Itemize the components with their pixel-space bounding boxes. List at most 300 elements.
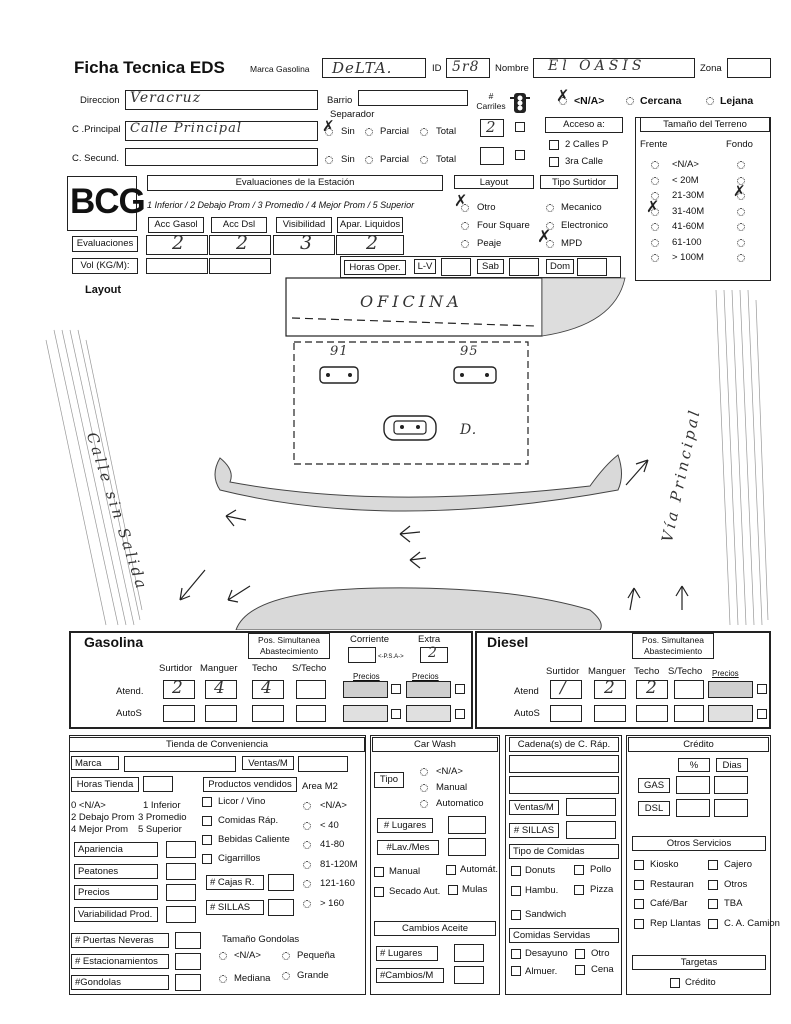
tienda-puertas-field[interactable]	[175, 932, 201, 949]
page-title: Ficha Tecnica EDS	[74, 58, 225, 77]
tienda-area-label-3: 81-120M	[320, 858, 358, 870]
tienda-area-label-2: 41-80	[320, 839, 345, 850]
credito-pct-label: %	[678, 758, 710, 772]
tienda-area-radio-4[interactable]	[303, 880, 311, 888]
tienda-criteria-field-2[interactable]	[166, 884, 196, 901]
cad-hambu-check[interactable]	[511, 886, 521, 896]
tam-grande-label: Grande	[297, 970, 329, 981]
terreno-fondo-mark-icon: ✗	[733, 183, 746, 200]
lv-label: L-V	[414, 259, 436, 274]
sep-total-label: Total	[436, 126, 457, 137]
cad-pollo-label: Pollo	[590, 864, 612, 875]
serv-cena-check[interactable]	[575, 965, 585, 975]
terreno-fondo-radio-6[interactable]	[737, 254, 745, 262]
sep-parcial-radio[interactable]	[365, 128, 373, 136]
direccion-label: Direccion	[80, 95, 120, 106]
gas-row-autos: AutoS	[116, 708, 142, 719]
fondo-label: Fondo	[726, 139, 753, 150]
tienda-scale-5: 5 Superior	[138, 824, 182, 835]
cambios-lugares-field[interactable]	[454, 944, 484, 962]
sep2-parcial-radio[interactable]	[365, 156, 373, 164]
gas-col-techo: Techo	[252, 663, 278, 674]
tienda-scale-1: 1 Inferior	[143, 800, 181, 811]
tienda-marca-label: Marca	[71, 756, 119, 770]
terreno-option-0: <N/A>	[672, 159, 699, 170]
terreno-option-6: > 100M	[672, 252, 704, 263]
gasolina-title: Gasolina	[84, 634, 144, 650]
tienda-scale-4: 4 Mejor Prom	[71, 824, 129, 835]
dom-label: Dom	[546, 259, 574, 274]
cadena-tipo-header: Tipo de Comidas	[509, 844, 619, 859]
tienda-area-label-5: > 160	[320, 897, 345, 909]
gas-autos-precio-1-check[interactable]	[391, 709, 401, 719]
targetas-credito-check[interactable]	[670, 978, 680, 988]
tam-mediana-radio[interactable]	[219, 975, 227, 983]
terreno-option-2: 21-30M	[672, 190, 705, 201]
cw-lavmes-label: #Lav./Mes	[377, 840, 439, 855]
calle3-label: 3ra Calle	[565, 156, 604, 167]
gas-precios-1-label: Precios	[353, 672, 380, 681]
gas-col-surtidor: Surtidor	[159, 663, 193, 674]
credito-dsl-label: DSL	[638, 801, 670, 816]
gas-autos-stecho[interactable]	[296, 705, 326, 722]
tienda-tamano-label: Tamaño Gondolas	[222, 934, 300, 945]
extra-value: 2	[428, 645, 438, 661]
credito-gas-dias[interactable]	[714, 776, 748, 794]
barrio-field[interactable]	[358, 90, 468, 106]
cw-automat-label: Automát.	[460, 864, 499, 875]
gas-autos-precio-1[interactable]	[343, 705, 388, 722]
direccion-value: Veracruz	[130, 90, 202, 106]
extra-label: Extra	[418, 634, 441, 645]
cw-auto-label: Automatico	[436, 798, 484, 809]
tienda-criteria-field-3[interactable]	[166, 906, 196, 923]
terreno-option-3: 31-40M	[672, 205, 705, 217]
cadena-sillas-field[interactable]	[566, 821, 616, 839]
targetas-credito-label: Crédito	[685, 977, 716, 988]
terreno-fondo-radio-4[interactable]	[737, 223, 745, 231]
terreno-frente-radio-6[interactable]	[651, 254, 659, 262]
nombre-value: El OASIS	[548, 58, 646, 74]
serv-cena-label: Cena	[591, 964, 614, 975]
layout-tab[interactable]: Layout	[454, 175, 534, 189]
tienda-productos-label: Productos vendidos	[203, 777, 297, 792]
dsl-col-stecho: S/Techo	[668, 666, 703, 677]
cw-lugares-field[interactable]	[448, 816, 486, 834]
gas-precios-2-label: Precios	[412, 672, 439, 681]
layout-peaje-radio[interactable]	[461, 240, 469, 248]
layout-four-label: Four Square	[477, 220, 530, 231]
eval-acc-gasol-value: 2	[172, 232, 186, 254]
acceso-header: Acceso a:	[545, 117, 623, 133]
tienda-scale-0: 0 <N/A>	[71, 800, 106, 811]
otros-check-5[interactable]	[708, 899, 718, 909]
cw-mulas-check[interactable]	[448, 885, 458, 895]
proximity-na-label: <N/A>	[574, 95, 605, 107]
dsl-autos-manguer[interactable]	[594, 705, 626, 722]
otros-header: Otros Servicios	[632, 836, 766, 851]
gas-precio-corriente[interactable]	[343, 681, 388, 698]
otros-label-1: Cajero	[724, 859, 752, 870]
tienda-ventas-label: Ventas/M	[242, 756, 294, 770]
surtidor-mecanico-radio[interactable]	[546, 204, 554, 212]
separador-label: Separador	[330, 109, 375, 120]
sep2-sin-label: Sin	[341, 154, 355, 165]
diesel-pos-header: Pos. Simultanea Abastecimiento	[632, 633, 714, 659]
cad-pizza-label: Pizza	[590, 884, 614, 895]
eval-scale: 1 Inferior / 2 Debajo Prom / 3 Promedio / 4 Mejor Prom / 5 Superior	[147, 200, 415, 210]
cw-na-label: <N/A>	[436, 766, 463, 777]
cadena-sillas-label: # SILLAS	[509, 823, 559, 838]
otros-check-4[interactable]	[634, 899, 644, 909]
bcg-logo: BCG	[70, 182, 145, 221]
surtidor-mpd-label: MPD	[561, 238, 583, 249]
cw-manual-check[interactable]	[374, 867, 384, 877]
eval-apar-value: 2	[366, 232, 380, 254]
cadena-servidas-header: Comidas Servidas	[509, 928, 619, 943]
cambios-m-field[interactable]	[454, 966, 484, 984]
dsl-row-atend: Atend	[514, 686, 539, 697]
cambios-lugares-label: # Lugares	[376, 946, 438, 961]
zona-field[interactable]	[727, 58, 771, 78]
sketch-left-street: Calle sin Salida	[82, 430, 152, 594]
evaluaciones-row-label: Evaluaciones	[72, 236, 138, 252]
cercana-label: Cercana	[640, 95, 682, 107]
sketch-right-street: Vía Principal	[658, 406, 705, 544]
zona-label: Zona	[700, 63, 722, 74]
gas-precio-extra[interactable]	[406, 681, 451, 698]
tienda-gondolas-field[interactable]	[175, 974, 201, 991]
cw-lugares-label: # Lugares	[377, 818, 433, 833]
sep2-sin-radio[interactable]	[325, 156, 333, 164]
dsl-precios-label: Precios	[712, 669, 739, 678]
credito-dias-label: Dias	[716, 758, 748, 772]
sep-sin-mark-icon: ✗	[322, 118, 335, 135]
sketch-oficina: OFICINA	[360, 292, 463, 311]
cw-secado-check[interactable]	[374, 887, 384, 897]
tienda-criteria-field-1[interactable]	[166, 863, 196, 880]
carwash-tipo-label: Tipo	[374, 772, 404, 788]
targetas-header: Targetas	[632, 955, 766, 970]
cambios-m-label: #Cambios/M	[376, 968, 444, 983]
gas-autos-precio-2-check[interactable]	[455, 709, 465, 719]
credito-dsl-dias[interactable]	[714, 799, 748, 817]
tienda-area-label-0: <N/A>	[320, 800, 347, 811]
serv-otro-label: Otro	[591, 948, 610, 959]
tienda-sillas-field[interactable]	[268, 899, 294, 916]
gas-col-manguer: Manguer	[200, 663, 238, 674]
tienda-product-label-3: Cigarrillos	[218, 853, 261, 864]
tienda-area-radio-1[interactable]	[303, 822, 311, 830]
dsl-atend-techo-value: 2	[646, 678, 658, 698]
otros-check-0[interactable]	[634, 860, 644, 870]
calle3-check[interactable]	[549, 157, 559, 167]
secund-field[interactable]	[125, 148, 318, 166]
terreno-option-4: 41-60M	[672, 221, 705, 232]
serv-desayuno-label: Desayuno	[525, 948, 568, 959]
carriles-principal-value: 2	[486, 118, 497, 136]
surtidor-tab[interactable]: Tipo Surtidor	[540, 175, 618, 189]
cw-manual-label: Manual	[436, 782, 468, 793]
gas-precio-corriente-check[interactable]	[391, 684, 401, 694]
lejana-label: Lejana	[720, 95, 754, 107]
tienda-area-radio-2[interactable]	[303, 841, 311, 849]
id-value: 5r8	[452, 59, 480, 75]
otros-label-3: Otros	[724, 878, 748, 890]
dsl-precio[interactable]	[708, 681, 753, 698]
lejana-radio[interactable]	[706, 97, 714, 105]
dsl-col-manguer: Manguer	[588, 666, 626, 677]
tienda-puertas-label: # Puertas Neveras	[71, 933, 169, 948]
gas-row-atend: Atend.	[116, 686, 144, 697]
frente-label: Frente	[640, 139, 668, 150]
sketch-pump-95: 95	[460, 344, 479, 359]
dsl-autos-stecho[interactable]	[674, 705, 704, 722]
dsl-col-surtidor: Surtidor	[546, 666, 580, 677]
tienda-area-radio-3[interactable]	[303, 861, 311, 869]
nombre-label: Nombre	[495, 63, 529, 74]
cadena-field-1[interactable]	[509, 755, 619, 773]
dsl-precio-check[interactable]	[757, 684, 767, 694]
cadena-ventas-field[interactable]	[566, 798, 616, 816]
serv-desayuno-check[interactable]	[511, 949, 521, 959]
serv-almuer-label: Almuer.	[525, 966, 558, 977]
surtidor-electronico-label: Electronico	[561, 220, 608, 231]
corriente-field[interactable]	[348, 647, 376, 663]
tienda-product-check-1[interactable]	[202, 816, 212, 826]
sketch-pump-91: 91	[330, 344, 349, 359]
gas-atend-stecho[interactable]	[296, 680, 326, 699]
sep-sin-label: Sin	[341, 126, 355, 137]
id-label: ID	[432, 63, 442, 74]
tienda-horas-field[interactable]	[143, 776, 173, 792]
gas-precio-extra-check[interactable]	[455, 684, 465, 694]
otros-label-6: Rep Llantas	[650, 917, 701, 929]
tienda-criteria-field-0[interactable]	[166, 841, 196, 858]
corriente-label: Corriente	[350, 634, 390, 645]
otros-check-3[interactable]	[708, 880, 718, 890]
tam-pequena-label: Pequeña	[297, 950, 336, 961]
eval-col-visibilidad: Visibilidad	[276, 217, 332, 233]
terreno-fondo-radio-3[interactable]	[737, 208, 745, 216]
gas-autos-manguer[interactable]	[205, 705, 237, 722]
eval-acc-dsl-value: 2	[236, 232, 250, 254]
tienda-product-check-3[interactable]	[202, 854, 212, 864]
sep-parcial-label: Parcial	[380, 126, 410, 137]
dsl-atend-stecho[interactable]	[674, 680, 704, 699]
serv-almuer-check[interactable]	[511, 966, 521, 976]
evaluaciones-header: Evaluaciones de la Estación	[147, 175, 443, 191]
tam-grande-radio[interactable]	[282, 972, 290, 980]
tienda-marca-field[interactable]	[124, 756, 236, 772]
layout-otro-mark-icon: ✗	[454, 193, 468, 210]
terreno-header: Tamaño del Terreno	[640, 117, 770, 132]
tam-mediana-label: Mediana	[234, 973, 271, 984]
dsl-col-techo: Techo	[634, 666, 660, 677]
dsl-atend-manguer-value: 2	[604, 678, 616, 698]
otros-check-1[interactable]	[708, 860, 718, 870]
eval-col-apar-liquidos: Apar. Liquidos	[337, 217, 403, 233]
cad-pizza-check[interactable]	[574, 885, 584, 895]
gas-atend-techo-value: 4	[261, 678, 273, 698]
calles2-label: 2 Calles P	[565, 139, 609, 150]
cw-manual-chk-label: Manual	[389, 866, 421, 877]
otros-label-0: Kiosko	[650, 859, 679, 870]
eval-col-acc-gasol: Acc Gasol	[148, 217, 204, 233]
otros-label-4: Café/Bar	[650, 898, 688, 909]
otros-label-5: TBA	[724, 898, 743, 909]
tienda-product-check-0[interactable]	[202, 797, 212, 807]
tienda-area-label-4: 121-160	[320, 878, 355, 889]
cad-pollo-check[interactable]	[574, 865, 584, 875]
psa-label: <-P.S.A->	[378, 654, 404, 660]
marca-value: DeLTA.	[332, 59, 393, 77]
carriles-label: # Carriles	[476, 91, 506, 111]
barrio-label: Barrio	[327, 95, 353, 106]
cw-manual-radio[interactable]	[420, 784, 428, 792]
dsl-row-autos: AutoS	[514, 708, 540, 719]
terreno-fondo-radio-5[interactable]	[737, 239, 745, 247]
otros-label-7: C. A. Camion	[724, 917, 780, 929]
traffic-light-icon	[510, 92, 530, 114]
tienda-gondolas-label: #Gondolas	[71, 975, 169, 990]
sep-total-radio[interactable]	[420, 128, 428, 136]
tienda-estac-label: # Estacionamientos	[71, 954, 169, 969]
diesel-title: Diesel	[487, 634, 529, 650]
tam-na-label: <N/A>	[234, 950, 261, 961]
cw-auto-radio[interactable]	[420, 800, 428, 808]
surtidor-mecanico-label: Mecanico	[561, 202, 602, 213]
sep2-total-label: Total	[436, 154, 457, 165]
cw-na-radio[interactable]	[420, 768, 428, 776]
cad-donuts-label: Donuts	[525, 865, 556, 876]
cw-automat-check[interactable]	[446, 865, 456, 875]
layout-section-title: Layout	[85, 284, 122, 296]
gas-autos-precio-2[interactable]	[406, 705, 451, 722]
layout-four-radio[interactable]	[461, 222, 469, 230]
tienda-product-label-2: Bebidas Caliente	[218, 834, 290, 845]
tienda-estac-field[interactable]	[175, 953, 201, 970]
eval-col-acc-dsl: Acc Dsl	[211, 217, 267, 233]
cercana-radio[interactable]	[626, 97, 634, 105]
terreno-frente-radio-4[interactable]	[651, 223, 659, 231]
layout-otro-label: Otro	[477, 202, 496, 213]
proximity-na-mark-icon: ✗	[556, 88, 570, 105]
tienda-sillas-label: # SILLAS	[206, 900, 264, 915]
tienda-product-label-1: Comidas Ráp.	[218, 815, 279, 826]
tienda-product-label-0: Licor / Vino	[218, 796, 266, 807]
principal-label: C .Principal	[72, 124, 121, 135]
credito-gas-label: GAS	[638, 778, 670, 793]
horas-label: Horas Oper.	[344, 260, 406, 275]
tienda-cajas-field[interactable]	[268, 874, 294, 891]
dsl-autos-precio[interactable]	[708, 705, 753, 722]
tienda-cajas-label: # Cajas R.	[206, 875, 264, 890]
marca-label: Marca Gasolina	[250, 64, 310, 74]
cw-lavmes-field[interactable]	[448, 838, 486, 856]
tienda-scale-3: 3 Promedio	[138, 812, 187, 823]
otros-check-6[interactable]	[634, 919, 644, 929]
vol-label: Vol (KG/M):	[72, 258, 138, 274]
tienda-area-label: Area M2	[302, 781, 338, 792]
sab-label: Sab	[477, 259, 504, 274]
cambios-header: Cambios Aceite	[374, 921, 496, 936]
credito-dsl-pct[interactable]	[676, 799, 710, 817]
cad-hambu-label: Hambu.	[525, 885, 559, 896]
tienda-scale-2: 2 Debajo Prom	[71, 812, 135, 823]
gas-atend-manguer-value: 4	[214, 678, 226, 698]
tienda-ventas-field[interactable]	[298, 756, 348, 772]
cadena-field-2[interactable]	[509, 776, 619, 794]
tienda-criteria-label-1: Peatones	[74, 864, 158, 879]
otros-label-2: Restauran	[650, 878, 694, 890]
gas-col-stecho: S/Techo	[292, 663, 327, 674]
surtidor-mpd-mark-icon: ✗	[537, 227, 552, 246]
principal-value: Calle Principal	[130, 121, 242, 136]
tienda-product-check-2[interactable]	[202, 835, 212, 845]
tienda-area-radio-5[interactable]	[303, 900, 311, 908]
gasolina-pos-header: Pos. Simultanea Abastecimiento	[248, 633, 330, 659]
serv-otro-check[interactable]	[575, 949, 585, 959]
secund-check[interactable]	[515, 150, 525, 160]
cw-secado-label: Secado Aut.	[389, 886, 441, 897]
gas-autos-techo[interactable]	[252, 705, 284, 722]
tam-na-radio[interactable]	[219, 952, 227, 960]
terreno-frente-mark-icon: ✗	[646, 198, 660, 216]
otros-check-7[interactable]	[708, 919, 718, 929]
tienda-criteria-label-3: Variabilidad Prod.	[74, 907, 158, 922]
gas-autos-surtidor[interactable]	[163, 705, 195, 722]
gas-atend-surtidor-value: 2	[172, 678, 184, 698]
dsl-autos-techo[interactable]	[636, 705, 668, 722]
calles2-check[interactable]	[549, 140, 559, 150]
carwash-header: Car Wash	[372, 737, 498, 752]
cad-donuts-check[interactable]	[511, 866, 521, 876]
otros-check-2[interactable]	[634, 880, 644, 890]
terreno-frente-radio-0[interactable]	[651, 161, 659, 169]
eval-visibilidad-value: 3	[300, 232, 314, 254]
tienda-criteria-label-0: Apariencia	[74, 842, 158, 857]
terreno-option-1: < 20M	[672, 174, 699, 186]
dsl-atend-surtidor-value: /	[560, 678, 567, 698]
tienda-area-label-1: < 40	[320, 819, 339, 831]
tienda-horas-label: Horas Tienda	[71, 777, 139, 792]
tienda-criteria-label-2: Precios	[74, 885, 158, 900]
cad-sandwich-check[interactable]	[511, 910, 521, 920]
cw-mulas-label: Mulas	[462, 884, 488, 895]
secund-label: C. Secund.	[72, 153, 119, 164]
tam-pequena-radio[interactable]	[282, 952, 290, 960]
credito-gas-pct[interactable]	[676, 776, 710, 794]
dsl-autos-surtidor[interactable]	[550, 705, 582, 722]
cadena-ventas-label: Ventas/M	[509, 800, 559, 815]
sketch-pump-diesel: D.	[460, 422, 478, 438]
terreno-frente-radio-1[interactable]	[651, 177, 659, 185]
cad-sandwich-label: Sandwich	[525, 909, 567, 920]
tienda-area-radio-0[interactable]	[303, 802, 311, 810]
carriles-secund-field[interactable]	[480, 147, 504, 165]
credito-header: Crédito	[628, 737, 769, 752]
terreno-fondo-radio-0[interactable]	[737, 161, 745, 169]
layout-peaje-label: Peaje	[477, 238, 502, 249]
sep2-parcial-label: Parcial	[380, 154, 410, 165]
principal-check[interactable]	[515, 122, 525, 132]
cadena-header: Cadena(s) de C. Ráp.	[509, 737, 619, 752]
terreno-frente-radio-5[interactable]	[651, 239, 659, 247]
terreno-option-5: 61-100	[672, 236, 702, 248]
dsl-autos-precio-check[interactable]	[757, 709, 767, 719]
sep2-total-radio[interactable]	[420, 156, 428, 164]
